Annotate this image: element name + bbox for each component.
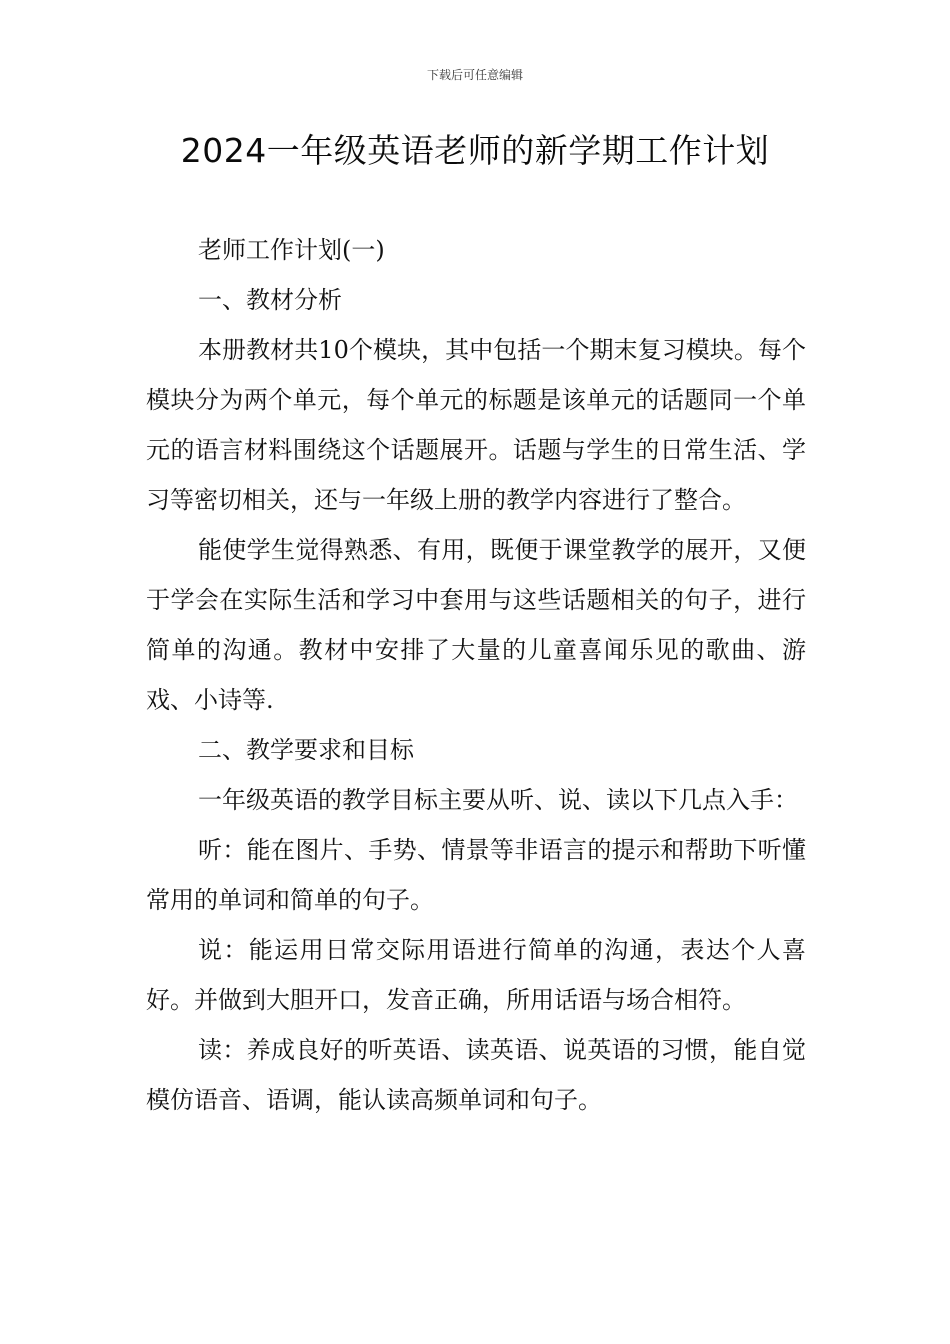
body-paragraph: 一年级英语的教学目标主要从听、说、读以下几点入手： — [198, 786, 798, 814]
body-paragraph: 能使学生觉得熟悉、有用，既便于课堂教学的展开，又便于学会在实际生活和学习中套用与这些话题相关的句子，进行简单的沟通。教材中安排了大量的儿童喜闻乐见的歌曲、游戏、小诗等. — [146, 536, 806, 714]
body-paragraph: 听：能在图片、手势、情景等非语言的提示和帮助下听懂常用的单词和简单的句子。 — [146, 836, 806, 914]
section-heading: 一、教材分析 — [198, 286, 342, 314]
section-heading: 老师工作计划(一) — [198, 236, 385, 264]
document-body — [146, 225, 806, 1125]
header-note: 下载后可任意编辑 — [426, 68, 523, 82]
body-paragraph: 本册教材共10个模块，其中包括一个期末复习模块。每个模块分为两个单元，每个单元的标题是该单元的话题同一个单元的语言材料围绕这个话题展开。话题与学生的日常生活、学习等密切相关，还与一年级上册的教学内容进行了整合。 — [146, 336, 806, 514]
document-title: 2024一年级英语老师的新学期工作计划 — [180, 131, 770, 170]
body-paragraph: 读：养成良好的听英语、读英语、说英语的习惯，能自觉模仿语音、语调，能认读高频单词和句子。 — [146, 1036, 806, 1114]
body-paragraph: 说：能运用日常交际用语进行简单的沟通，表达个人喜好。并做到大胆开口，发音正确，所用话语与场合相符。 — [146, 936, 806, 1014]
section-heading: 二、教学要求和目标 — [198, 736, 414, 764]
